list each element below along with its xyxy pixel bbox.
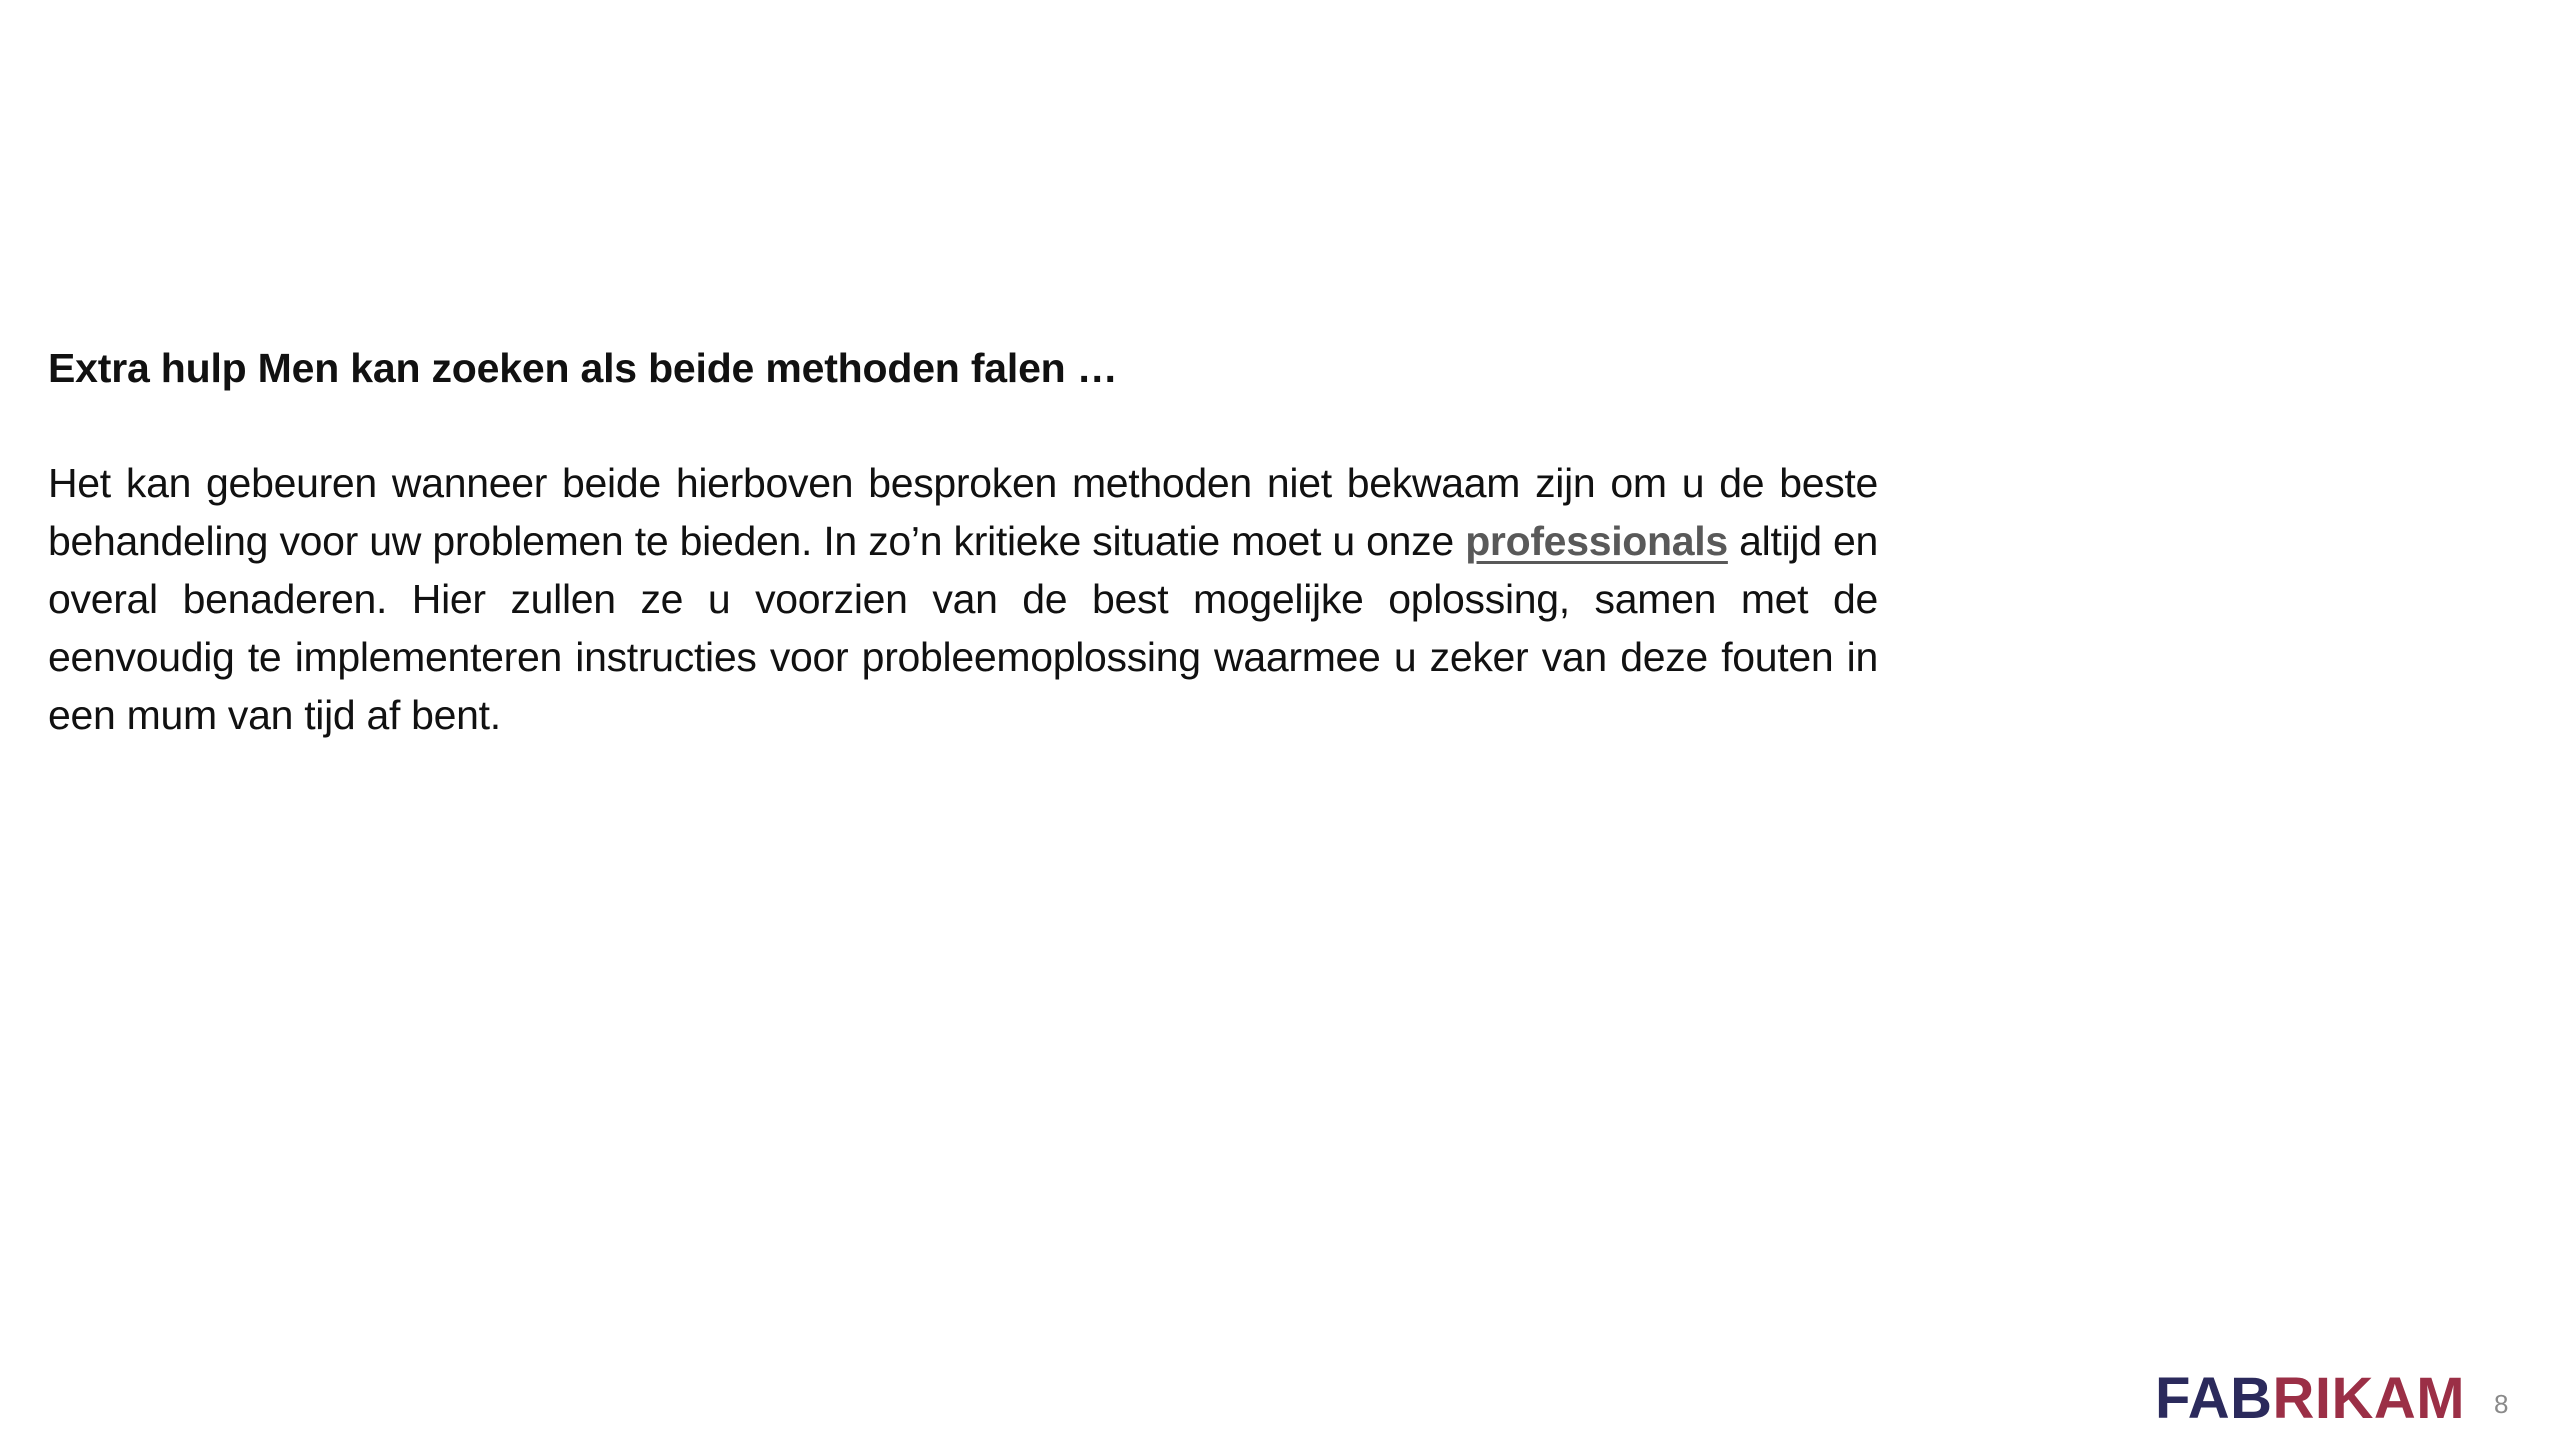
- fabrikam-logo: [2155, 1366, 2465, 1432]
- professionals-link[interactable]: professionals: [1465, 518, 1728, 564]
- logo-text-rikam: RIKAM: [2272, 1366, 2466, 1431]
- slide-body-text: [48, 454, 1878, 744]
- slide-heading: Extra hulp Men kan zoeken als beide methoden falen …: [48, 345, 1118, 391]
- page-number: 8: [2494, 1389, 2509, 1419]
- slide-content: [48, 338, 1878, 744]
- logo-text-fab: FAB: [2155, 1366, 2273, 1431]
- body-text-after-link: altijd en overal benaderen. Hier zullen ze u voorzien van de best mogelijke oplossing, samen met de eenvoudig te implementeren instructies voor probleemoplossing waarmee u zeker van deze fouten in een mum van tijd af bent.: [48, 518, 1879, 738]
- body-text-before-link: Het kan gebeuren wanneer beide hierboven besproken methoden niet bekwaam zijn om u de beste behandeling voor uw problemen te bieden. In zo’n kritieke situatie moet u onze: [48, 460, 1878, 564]
